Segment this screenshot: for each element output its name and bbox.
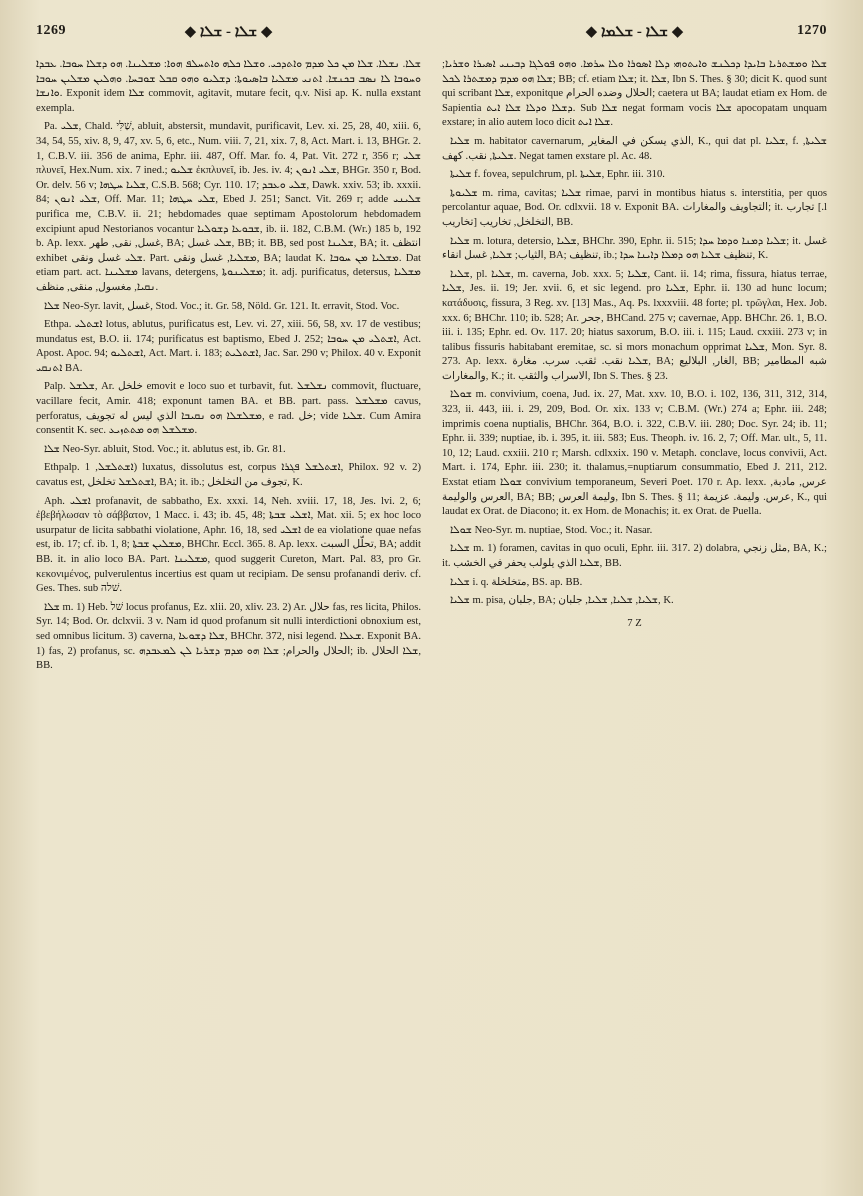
column-divider [431,58,432,1148]
entry-paragraph: ܫܠܝܐ, pl. ܫܠܝܐ, m. caverna, Job. xxx. 5; ܫܠܝܐ, Cant. ii. 14; rima, fissura, hiatus terrae, ܫܠܝܐ, Jes. ii. 19; Jer. xvii. 6, et sic legend. pro ܫܠܝܐ, Ephr. ii. 130 ad hunc locum; κατάδυσις, fissura, 3 Reg. xv. [13] Mas., Aq. Ps. lxxxviii. 48 forte; pl. τρῶγλαι, Hex. Job. xxx. 6; BHChr. 110; ib. 528; Ar. جحر, BHCand. 275 v; cavernae, App. BHChr. 26. 1, B.O. iii. i. 135; Ephr. ed. Ov. 117. 20; hiatus saxorum, B.O. iii. i. 115; Laud. cxxiii. 273 v; in talibus fissuris habitabant eremitae, sc. si mors monachum opprimat ܫܠܝܐ, Mon. Syr. 8. 273. Ap. lexx. ܫܠܝܐ نقب. ثقب. سرب. مغارة, BA; الغار, البلاليع, BB; شبه المطامير والمغارات, K.; it. الاسراب والثقب, Ibn S. Thes. § 23. [442,268,827,382]
entry-paragraph: ܫܠܝܬܐ f. fovea, sepulchrum, pl. ܫܠܝܬܐ, Ephr. iii. 310. [450,169,665,181]
page-number-left: 1269 [36,23,66,38]
right-column [442,58,827,1148]
signature-mark: 7 Z [627,617,642,629]
entry-paragraph: ܫܠܝܐ m. pisa, جلبان, BA; ܫܠܝܐ, ܫܠܝܐ, ܫܠܝܐ, جلبان, K. [450,595,674,607]
entry-paragraph: ܫܠܝܐ i. q. متخلخلة, BS. ap. BB. [450,576,583,588]
entry-paragraph: ܫܠܝܐ m. 1) foramen, cavitas in quo oculi, Ephr. iii. 317. 2) dolabra, مثل زنجي, BA, K.; it. ܫܠܝܐ الذي يلولب يحفر في الخشب, BB. [442,543,827,569]
entry-paragraph: Ethpalp. ܐܫܬܠܫܠ, 1) luxatus, dissolutus est, corpus ܐܫܬܠܫܠ ܦܓܪܐ, Philox. 92 v. 2) cavatus est, ܐܫܬܠܫܠ تخلخل, BA; it. ib.; تجوف من التخلخل, K. [36,462,421,489]
entry-paragraph: ܫܠܐ Neo-Syr. abluit, Stod. Voc.; it. ablutus est, ib. Gr. 81. [44,443,286,455]
entry-paragraph: Palp. ܫܠܫܠ, Ar. خلخل emovit e loco suo et turbavit, fut. ܢܫܠܫܠ commovit, fluctuare, vacillare fecit, Amir. 418; exponunt tamen BA. et BB. part. pass. ܡܫܠܫܠ cavus, perforatus, ܡܫܠܫܠܐ ܗܘ ܢܩܝܒܐ الذي ليس له تجويف, e rad. خل; vide ܫܠܝܐ. Cum Amira consentit K. sec. ܡܫܠܫܠ ܗܘ ܡܬܬܙܝܥ. [36,381,421,437]
entry-paragraph: Aph. ܐܫܠܝ profanavit, de sabbatho, Ex. xxxi. 14, Neh. xviii. 17, 18, Jes. lvi. 2, 6; ἐβεβήλωσαν τὸ σάββατον, 1 Macc. i. 43; ib. 45, 48; ܐܫܠܝ ܫܒܬܐ, Mat. xii. 5; ex hoc loco usurpatur de licita sabbathi violatione, Aphr. 16, 18, sed ܐܫܠܝ de ea violatione quae nefas est, ib. 17; cf. ib. 1, 8; ܡܫܠܝܢ ܫܒܬܐ, BHChr. Eccl. 365. 8. Ap. lexx. تحلّل السبت, BA; addit BB. it. in alio loco BA. Part. ܡܫܠܝܢܐ, quod suggerit Cureton, Mart. Pal. 83, pro Gr. κεκονιμένος, pulverulentus incertius est quam ut recipiam. De sensu profanandi deriv. cf. Ges. Thes. sub שׁלה. [36,495,421,595]
running-head-left [36,22,421,41]
entry-paragraph: Pa. ܫܠܝ, Chald. שַׁלִּי, abluit, abstersit, mundavit, purificavit, Lev. xi. 25, 28, 40, xiii. 6, 34, 54, 55, xiv. 8, 9, 47, xv. 5, 6, etc., Num. viii. 7, 21, xix. 7, 8, Act. Mart. i. 13, BHGr. 2. 1, C.B.V. iii. 356 de anima, Ephr. iii. 487, Off. Mar. fo. 4, Pat. Vit. 272 r, 356 r; ܫܠܝ πλυνεῖ, Hex.Num. xix. 7 ined.; ܫܠܝܘ ἐκπλυνεῖ, ib. Jes. iv. 4; ܫܠܝ ܐܢܘܢ, BHGr. 350 r, Bod. Or. delv. 56 v; ܫܠܝܐ ܚܛܗܐ, C.S.B. 568; Cyr. 110. 17; ܫܠܝ ܘܥܒܕ, Dawk. xxiv. 53; ib. xxxii. 84; ܫܠܝ ܐܢܘܢ, Off. Mar. 11; ܫܠܝ ܚܛܗܐ, Ebed J. 251; Sanct. Vit. 269 r; adde ܫܠܝܢܝ purifica me, C.B.V. ii. 21; hebdomades quae septimam Apostolorum hebdomadem excipiunt apud Nestorianos vocantur ܫܒܘܥܐ ܕܫܘܠܝܐ, ib. ii. 182, C.B.M. (Wr.) 185 b, 192 b. Ap. lexx. غسل, نقى, طهر, BA; ܫܠܝ غسل, BB; it. BB, sed post ܫܠܝܢܐ, BA; it. انتظف exhibet ܫܠܝ غسل ونقى. Part. ܡܫܠܝܐ, غسل ونقى, BA; laudat K. ܡܫܠܝܐ ܡܢ ܚܘܒܐ. Dat etiam part. act. ܡܫܠܝܢܐ lavans, detergens, ܡܫܠܝܢܘܬܐ; it. adj. purificatus, detersus, ܡܫܠܝܐ ܢܩܝܐ, مغسول, منقى, منظف. [36,121,421,293]
left-column [36,58,421,1148]
entry-paragraph: ܫܘܠܐ Neo-Syr. m. nuptiae, Stod. Voc.; it. Nasar. [450,524,653,536]
running-head [36,14,827,48]
running-title-left: ◆ ܫܠܐ - ܫܠܐ ◆ [184,23,273,40]
entry-paragraph: ܫܠܐ. ܢܫܠܐ. ܫܠܐ ܡܢ ܟܠ ܡܕܡ ܘܐܬܕܟܝ. ܘܫܠܐ ܟܠܗ ܘܐܬܚܠܦ ܗܘܐ: ܡܫܠܝܢܐ. ܗܘ ܕܫܠܐ ܚܘܒܐ. ܥܒܕܐ ܘܚܘܒܐ ܠܐ ܢܣܒ ܒܟܢܫܐ. ܐܬܢܝ ܡܫܠܝܐ ܒܐܣܝܘܬܐ: ܕܫܠܝܘ ܘܗܘ ܩܒܠ ܫܘܒܚܐ. ܘܗܠܝܢ ܡܫܠܝܢ ܚܘܒܐ ܘܐܢܫܐ. Exponit idem ܫܠܐ commovit, agitavit, mutare fecit, q.v. Nisi ap. K. nulla exstant exempla. [36,59,421,114]
running-head-right [442,22,827,41]
entry-paragraph: Ethpa. ܐܫܬܠܝ lotus, ablutus, purificatus est, Lev. vi. 27, xiii. 56, 58, xv. 17 de vestibus; mundatus est, B.O. ii. 174; purificatus est baptismo, Ebed J. 252; ܐܫܬܠܝ ܡܢ ܚܘܒܐ, Act. Apost. Apoc. 94; ܐܫܬܠܝܘ, Act. Mart. i. 183; ܐܫܬܠܝܬ, Jac. Sar. 290 v; Philox. 40 v. Exponit ܐܬܢܩܝ BA. [36,319,421,374]
entry-paragraph: ܫܠܝܐ m. lotura, detersio, ܫܠܝܐ, BHChr. 390, Ephr. ii. 515; ܫܠܝܐ ܕܡܢܐ ܘܕܡܐ ܚܕܐ; it. غسل الثياب; ܫܠܝܐ, غسل انقاء, BA; تنظيف, ib.; تنظيف ܫܠܝܐ ܗܘ ܕܡܠܐ ܕܐܝܢܐ ܚܕܐ, K. [442,235,827,262]
entry-paragraph: ܫܠܝܐ m. habitator cavernarum, الذي يسكن في المغاير, K., qui dat pl. ܫܠܝܐ, f. ܫܠܝܬܐ, ܫܠܝܬܐ, نقب. كهف. Negat tamen exstare pl. Ac. 48. [442,135,827,162]
entry-paragraph: ܫܠܐ ܘܡܫܬܪܝܐ ܒܐܝܕܐ ܕܟܠܢܫ ܘܐܝܬܘܗܝ ܕܠܐ ܐܣܘܪܐ ܘܠܐ ܚܪܡܐ. ܘܗܘ ܦܘܠܓܐ ܕܒܝܢܝ ܐܣܝܪܐ ܘܫܪܝܐ; ܫܠܐ ܗܘ ܡܕܡ ܕܡܫܬܪܐ ܠܟܠ; BB; cf. etiam ܫܠܐ; it. ܫܠܐ, Ibn S. Thes. § 30; dicit K. quod sunt qui scribant ܫܠܐ, exponitque الحلال وضده الحرام; caetera ut BA; laudat etiam ex Hom. de Sapientia ܕܫܠܐ ܘܕܠܐ ܫܠܐ ܐܝܬ. Sub ܫܠܐ negat formam vocis ܫܠܐ apocopatam unquam exstare; in alio autem loco dicit ܫܠܐ ܐܝܬ. [442,59,827,129]
entry-paragraph: ܫܠܝܘܬܐ m. rima, cavitas; ܫܠܝܐ rimae, parvi in montibus hiatus s. interstitia, per quos percolantur aquae, Bod. Or. cdlxvii. 18 v. Exponit BA. التجاويف والمغارات; it. تجارب [.l تخاريب] التخلخل, تخاريب, BB. [442,187,827,228]
entry-paragraph: ܫܠܐ m. 1) Heb. שׁל locus profanus, Ez. xlii. 20, xliv. 23. 2) Ar. حلال fas, res licita, Philos. Syr. 14; Bod. Or. dclxvii. 3 v. Nam id quod profanum sit nulli interdictioni obnoxium est, sed omnibus licitum. 3) caverna, ܫܠܐ ܕܫܘܥܐ, BHChr. 372, nisi legend. ܫܥܠܐ. Exponit BA. 1) fas, 2) profanus, sc. الحلال والحرام; ܫܠܐ ܗܘ ܡܕܡ ܕܫܪܝܐ ܠܢ ܠܡܥܒܕܗ; ib. ܫܠܐ الحلال, BB. [36,601,421,672]
page-number-right: 1270 [796,23,827,38]
entry-paragraph: ܫܘܠܐ m. convivium, coena, Jud. ix. 27, Mat. xxv. 10, B.O. i. 102, 136, 311, 312, 314, 323, ii. 443, iii. i. 29, 209, Bod. Or. xix. 133 v; C.B.M. (Wr.) 274 a; Ephr. iii. 248; imprimis coena nuptialis, BHChr. 364, B.O. i. 322, C.B.V. iii. 280; Doc. Syr. 24; ib. 11; Ephr. ii. 339; nuptiae, ib. i. 395, it. iii. 583; Eus. Theoph. iv. 16. 2, 7; Off. Mar. ult., 5, 11. 10, 12; Laud. cxxiii. 210 r; Marsh. cdlxxix. 190 v. Metaph. conclave, locus convivii, Act. Mart. i. 174, Ephr. iii. 230; it. thalamus,=nuptiarum consummatio, Ebed J. 211, 212. Exstat etiam ܫܘܠܐ convivium temporaneum, Severi Poet. 170 r. Ap. lexx. عرس, مادبة, العرس والوليمة, BA; BB; وليمة العرس, Ibn S. Thes. § 11; عرس. وليمة. عزيمة, K., qui laudat ex Orat. de Diacono; it. ex Hom. de Monachis; it. ex Orat. de Puella. [442,389,827,518]
entry-paragraph: ܫܠܐ Neo-Syr. lavit, غسل, Stod. Voc.; it. Gr. 58, Nöld. Gr. 121. It. erravit, Stod. Voc. [44,300,400,312]
running-title-right: ◆ ܫܠܐ - ܫܠܡܐ ◆ [585,23,684,40]
